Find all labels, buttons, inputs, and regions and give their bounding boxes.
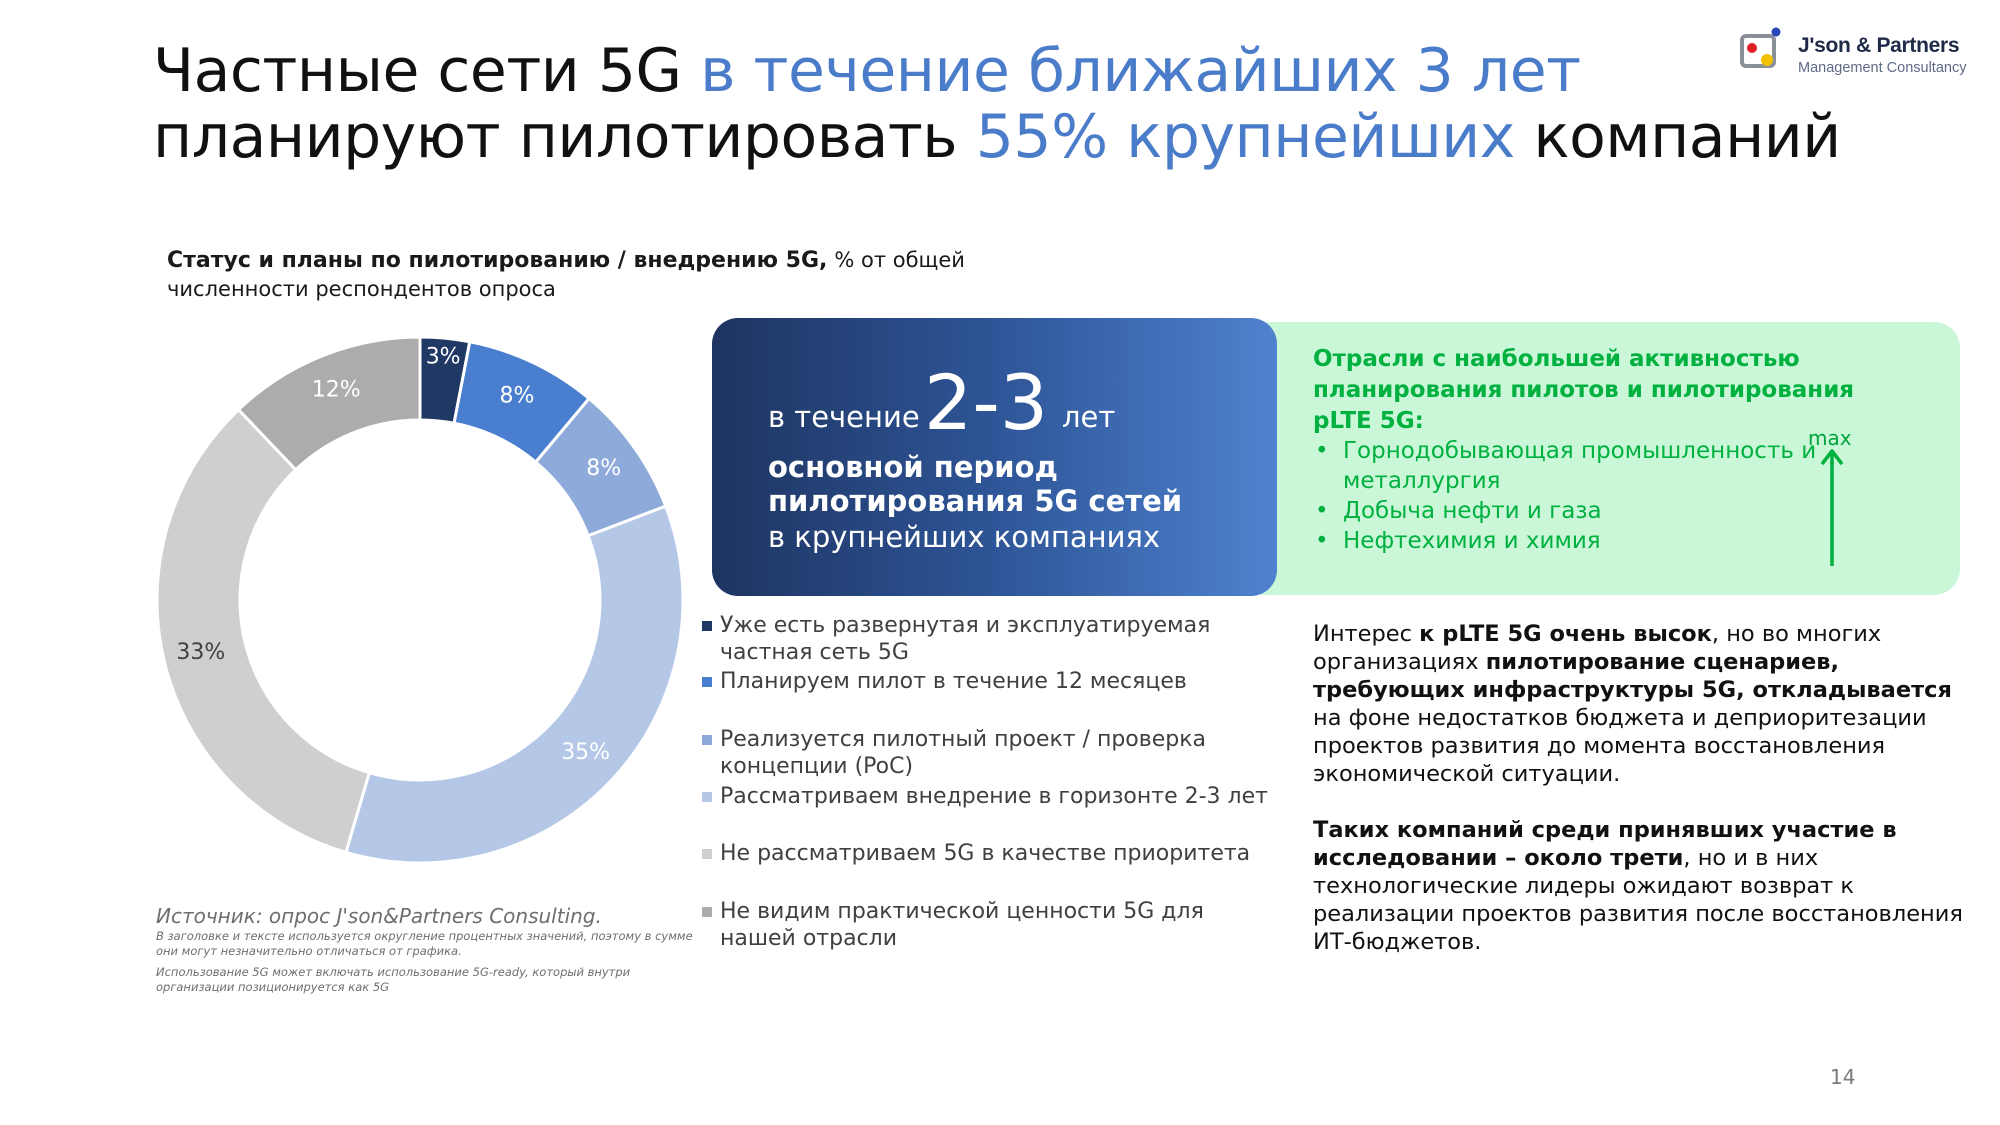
industries-title: Отрасли с наибольшей активностью планирования пилотов и пилотирования pLTE 5G: xyxy=(1313,346,1855,434)
text-run-bold: к pLTE 5G очень высок xyxy=(1419,621,1712,647)
slice-value-label: 3% xyxy=(425,344,461,370)
logo-subtitle: Management Consultancy xyxy=(1798,60,1967,76)
max-label: max xyxy=(1808,426,1852,450)
text-run: , но во многих организациях xyxy=(1313,621,1882,675)
list-item xyxy=(1313,496,1833,526)
logo-mark-icon xyxy=(1740,26,1784,70)
title-part-5: компаний xyxy=(1514,102,1841,172)
donut-chart-svg xyxy=(150,330,690,870)
commentary-paragraph-2 xyxy=(1313,816,1973,956)
bullet-icon: • xyxy=(1315,528,1329,554)
page-number: 14 xyxy=(1830,1065,1856,1089)
legend-swatch xyxy=(702,621,712,631)
title-part-3: планируют пилотировать xyxy=(153,102,976,172)
logo-name: J'son & Partners xyxy=(1798,34,1960,57)
industries-list xyxy=(1313,436,1833,556)
legend-label: Планируем пилот в течение 12 месяцев xyxy=(720,669,1187,694)
commentary-paragraph-1 xyxy=(1313,620,1973,788)
legend-label: Уже есть развернутая и эксплуатируемая частная сеть 5G xyxy=(720,613,1211,665)
legend-label: Рассматриваем внедрение в горизонте 2-3 лет xyxy=(720,784,1268,809)
legend-swatch xyxy=(702,735,712,745)
legend-label: Реализуется пилотный проект / проверка концепции (PoC) xyxy=(720,727,1206,779)
text-run: Интерес xyxy=(1313,621,1420,647)
legend-swatch xyxy=(702,677,712,687)
donut-slice xyxy=(157,410,369,853)
chart-header xyxy=(167,246,1067,304)
period-value: 2-3 xyxy=(924,358,1049,447)
industry-label: Нефтехимия и химия xyxy=(1343,528,1601,554)
text-run-bold: пилотирование сценариев, требующих инфраструктуры 5G, откладывается xyxy=(1313,649,1952,703)
chart-header-unit-2: численности респондентов опроса xyxy=(167,277,556,301)
slide-title xyxy=(153,38,1853,170)
text-run: на фоне недостатков бюджета и деприоритезации проектов развития до момента восстановления экономической ситуации. xyxy=(1313,705,1927,787)
bullet-icon: • xyxy=(1315,438,1329,464)
slice-value-label: 33% xyxy=(176,640,226,666)
slice-value-label: 35% xyxy=(561,740,611,766)
period-prefix: в течение xyxy=(768,400,920,434)
title-part-1: Частные сети 5G xyxy=(153,36,701,106)
donut-chart xyxy=(150,330,690,870)
5g-ready-note: Использование 5G может включать использование 5G-ready, который внутри организации позиционируется как 5G xyxy=(156,965,631,994)
text-run: , но и в них технологические лидеры ожидают возврат к реализации проектов развития после восстановления ИТ-бюджетов. xyxy=(1313,845,1963,955)
industry-label: Горнодобывающая промышленность и металлургия xyxy=(1343,438,1817,494)
bullet-icon: • xyxy=(1315,498,1329,524)
period-subline: в крупнейших компаниях xyxy=(768,520,1161,554)
slice-value-label: 12% xyxy=(311,377,361,403)
legend-label: Не видим практической ценности 5G для нашей отрасли xyxy=(720,899,1204,951)
legend-label: Не рассматриваем 5G в качестве приоритета xyxy=(720,841,1251,866)
legend-swatch xyxy=(702,849,712,859)
chart-header-unit-1: % от общей xyxy=(834,248,965,272)
text-run-bold: Таких компаний среди принявших участие в исследовании – около трети xyxy=(1313,817,1897,871)
list-item xyxy=(1313,526,1833,556)
legend-swatch xyxy=(702,792,712,802)
list-item xyxy=(1313,436,1833,496)
industry-label: Добыча нефти и газа xyxy=(1343,498,1602,524)
arrow-up-icon xyxy=(1820,446,1844,568)
slice-value-label: 8% xyxy=(586,456,622,482)
source-line: Источник: опрос J'son&Partners Consulting. xyxy=(156,904,602,928)
rounding-note: В заголовке и тексте используется округление процентных значений, поэтому в сумме они могут незначительно отличаться от графика. xyxy=(156,929,693,958)
company-logo xyxy=(1730,12,1992,82)
title-highlight-1: в течение ближайших 3 лет xyxy=(700,36,1581,106)
donut-slice xyxy=(346,506,683,863)
legend-swatch xyxy=(702,907,712,917)
period-headline: основной период пилотирования 5G сетей xyxy=(768,450,1183,518)
period-suffix: лет xyxy=(1062,400,1116,434)
chart-header-title: Статус и планы по пилотированию / внедрению 5G, xyxy=(167,248,828,273)
slice-value-label: 8% xyxy=(499,383,535,409)
title-highlight-2: 55% крупнейших xyxy=(975,102,1515,172)
source-note xyxy=(156,904,696,995)
